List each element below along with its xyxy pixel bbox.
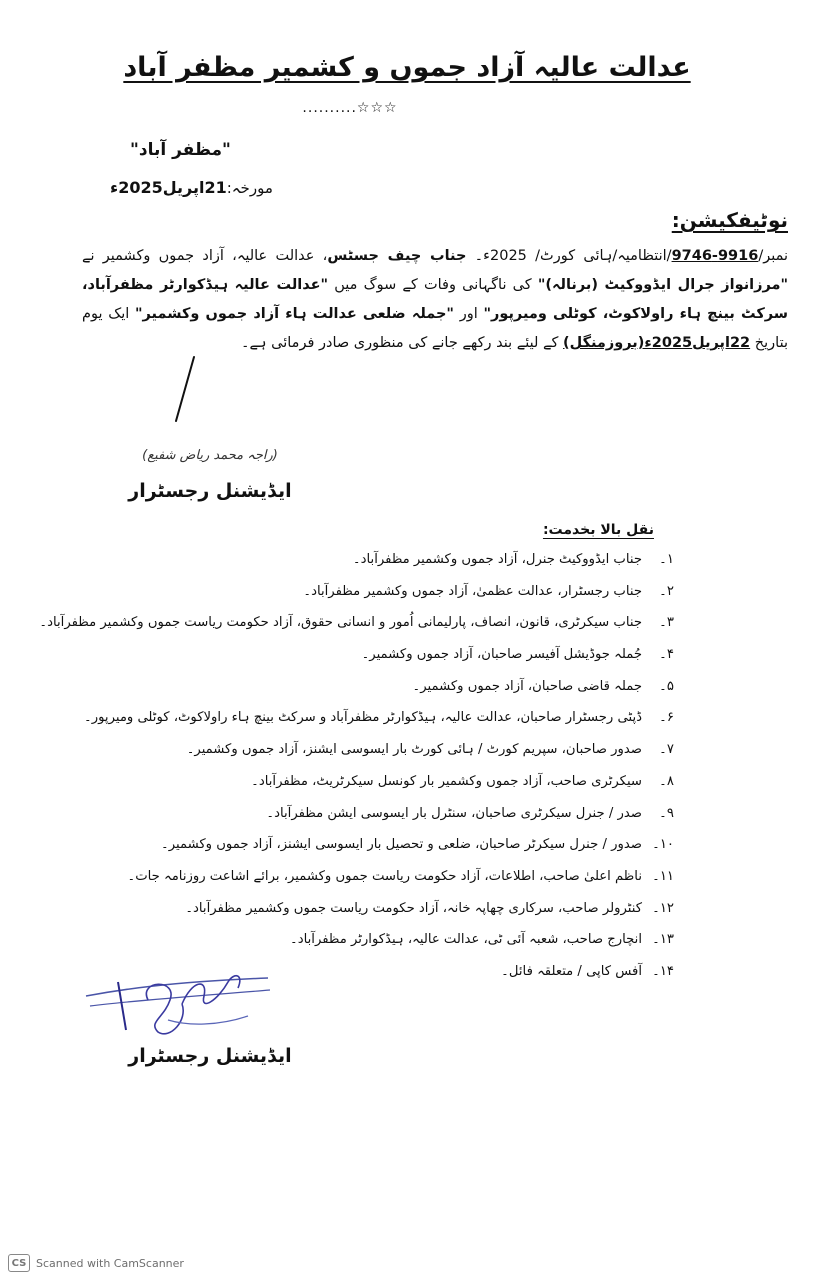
list-item xyxy=(114,806,674,838)
court-header: عدالت عالیہ آزاد جموں و کشمیر مظفر آباد xyxy=(123,52,691,83)
item-text: جناب ایڈووکیٹ جنرل، آزاد جموں وکشمیر مظفرآباد۔ xyxy=(352,552,642,567)
list-item xyxy=(114,837,674,869)
item-text: کنٹرولر صاحب، سرکاری چھاپہ خانہ، آزاد حکومت ریاست جموں وکشمیر مظفرآباد۔ xyxy=(185,900,642,916)
handwritten-signature xyxy=(78,960,278,1040)
list-item xyxy=(114,869,674,901)
item-number: ۸۔ xyxy=(659,773,674,789)
notification-body xyxy=(82,242,788,358)
place-line: "مظفر آباد" xyxy=(130,140,231,160)
scanner-watermark xyxy=(8,1254,184,1272)
chief-justice: جناب چیف جسٹس xyxy=(327,248,467,264)
list-item xyxy=(114,552,674,584)
court-list: "عدالت عالیہ ہیڈکوارٹر مظفرآباد، سرکٹ بینچ ہاء راولاکوٹ، کوٹلی ومیرپور" xyxy=(82,277,789,322)
item-number: ۵۔ xyxy=(659,678,674,694)
closure-date: 22اپریل2025ء(بروزمنگل) xyxy=(563,335,751,351)
item-number: ۳۔ xyxy=(659,615,674,631)
signer-name: (راجہ محمد ریاض شفیع) xyxy=(142,448,278,463)
item-number: ۱۰۔ xyxy=(652,837,674,853)
item-text: آفس کاپی / متعلقہ فائل۔ xyxy=(501,963,642,979)
body-seg2: ، عدالت عالیہ، آزاد جموں وکشمیر نے xyxy=(82,248,328,264)
item-number: ۱۴۔ xyxy=(652,963,674,979)
ref-prefix: نمبر/ xyxy=(758,248,788,264)
list-item xyxy=(114,679,674,711)
signature-stroke xyxy=(170,355,200,425)
body-seg6: اور xyxy=(459,306,478,322)
item-number: ۲۔ xyxy=(659,583,674,599)
item-text: جناب سیکرٹری، قانون، انصاف، پارلیمانی اُمور و انسانی حقوق، آزاد حکومت ریاست جموں وکشمیر مظفرآباد۔ xyxy=(39,615,642,631)
deceased-name: "مرزانواز جرال ایڈووکیٹ (برنالہ)" xyxy=(537,277,789,293)
item-text: جملہ قاضی صاحبان، آزاد جموں وکشمیر۔ xyxy=(412,678,642,694)
distribution-list xyxy=(39,552,674,996)
camscanner-icon: CS xyxy=(8,1254,30,1272)
ref-suffix: /انتظامیہ/ہائی کورٹ/ 2025ء۔ xyxy=(474,248,672,264)
item-number: ۶۔ xyxy=(659,710,674,726)
list-item xyxy=(114,647,674,679)
item-number: ۹۔ xyxy=(659,805,674,821)
item-text: ناظم اعلیٰ صاحب، اطلاعات، آزاد حکومت ریاست جموں وکشمیر، برائے اشاعت روزنامہ جات۔ xyxy=(127,868,642,884)
item-number: ۱۱۔ xyxy=(652,868,674,884)
item-text: انچارج صاحب، شعبہ آئی ٹی، عدالت عالیہ، ہیڈکوارٹر مظفرآباد۔ xyxy=(290,932,642,948)
list-item xyxy=(114,742,674,774)
list-item xyxy=(114,584,674,616)
item-number: ۴۔ xyxy=(659,647,674,663)
body-seg10: کے لیئے بند رکھے جانے کی منظوری صادر فرمائی ہے۔ xyxy=(241,335,559,351)
date-line xyxy=(110,178,350,197)
date-value: 21اپریل2025ء xyxy=(110,178,227,197)
item-text: صدور / جنرل سیکرٹر صاحبان، ضلعی و تحصیل بار ایسوسی ایشنز، آزاد جموں وکشمیر۔ xyxy=(161,837,642,853)
header-divider: ..........☆☆☆ xyxy=(302,100,398,116)
item-text: جُملہ جوڈیشل آفیسر صاحبان، آزاد جموں وکشمیر۔ xyxy=(361,647,642,663)
footer-title: ایڈیشنل رجسٹرار xyxy=(128,1045,292,1067)
item-number: ۱۲۔ xyxy=(652,900,674,916)
item-number: ۷۔ xyxy=(659,742,674,758)
item-number: ۱۔ xyxy=(659,552,674,567)
body-seg8: ایک یوم بتاریخ xyxy=(82,306,788,351)
signer-title: ایڈیشنل رجسٹرار xyxy=(128,480,292,502)
district-courts: "جملہ ضلعی عدالت ہاء آزاد جموں وکشمیر" xyxy=(134,306,454,322)
date-label: مورخہ: xyxy=(226,179,273,197)
item-text: صدور صاحبان، سپریم کورٹ / ہائی کورٹ بار ایسوسی ایشنز، آزاد جموں وکشمیر۔ xyxy=(186,742,642,758)
list-item xyxy=(114,901,674,933)
body-seg4: کی ناگہانی وفات کے سوگ میں xyxy=(334,277,532,293)
ref-number: 9916-9746 xyxy=(671,248,759,264)
scanner-text: Scanned with CamScanner xyxy=(36,1256,184,1270)
list-item xyxy=(83,710,674,742)
item-text: ڈپٹی رجسٹرار صاحبان، عدالت عالیہ، ہیڈکوارٹر مظفرآباد و سرکٹ بینچ ہاء راولاکوٹ، کوٹلی ومیرپور۔ xyxy=(83,710,642,726)
notification-heading: نوٹیفکیشن: xyxy=(671,208,788,232)
item-text: سیکرٹری صاحب، آزاد جموں وکشمیر بار کونسل سیکرٹریٹ، مظفرآباد۔ xyxy=(251,773,642,789)
copy-heading: نقل بالا بخدمت: xyxy=(542,522,654,538)
list-item xyxy=(39,615,674,647)
item-text: صدر / جنرل سیکرٹری صاحبان، سنٹرل بار ایسوسی ایشن مظفرآباد۔ xyxy=(266,805,642,821)
item-number: ۱۳۔ xyxy=(652,932,674,948)
list-item xyxy=(114,774,674,806)
item-text: جناب رجسٹرار، عدالت عظمیٰ، آزاد جموں وکشمیر مظفرآباد۔ xyxy=(303,583,642,599)
